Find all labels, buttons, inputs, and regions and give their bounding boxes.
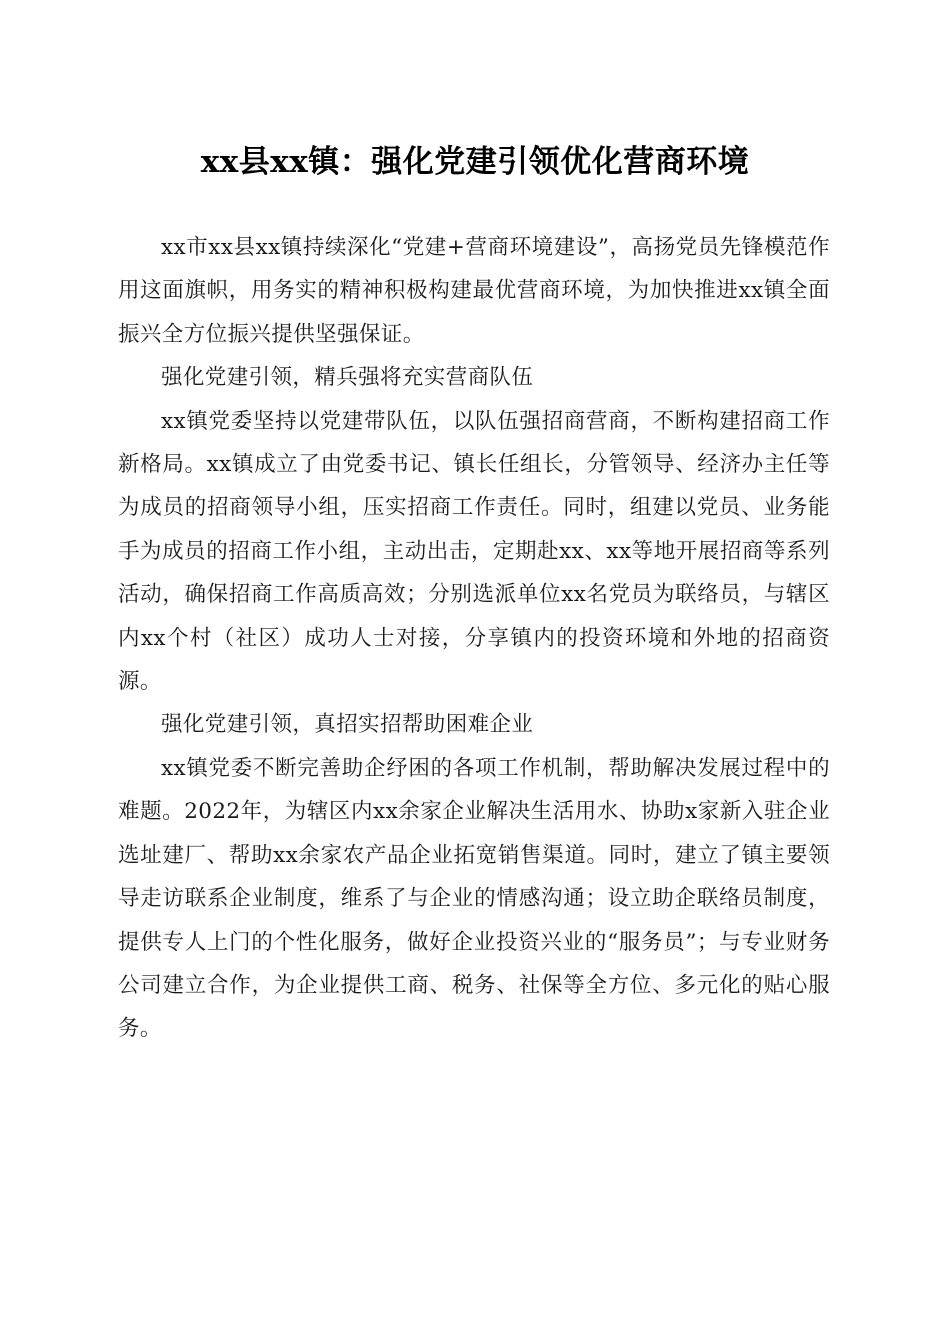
section-heading-team: 强化党建引领，精兵强将充实营商队伍 [161, 365, 534, 391]
section-heading-enterprise: 强化党建引领，真招实招帮助困难企业 [161, 712, 534, 738]
document-body [118, 226, 830, 1051]
team-paragraph: xx镇党委坚持以党建带队伍，以队伍强招商营商，不断构建招商工作新格局。xx镇成立了由党委书记、镇长任组长，分管领导、经济办主任等为成员的招商领导小组，压实招商工作责任。同时，组建以党员、业务能手为成员的招商工作小组，主动出击，定期赴xx、xx等地开展招商等系列活动，确保招商工作高质高效；分别选派单位xx名党员为联络员，与辖区内xx个村（社区）成功人士对接，分享镇内的投资环境和外地的招商资源。 [118, 408, 830, 695]
document-title: xx县xx镇：强化党建引领优化营商环境 [200, 144, 750, 180]
intro-paragraph: xx市xx县xx镇持续深化“党建+营商环境建设”，高扬党员先锋模范作用这面旗帜，用务实的精神积极构建最优营商环境，为加快推进xx镇全面振兴全方位振兴提供坚强保证。 [118, 235, 830, 347]
enterprise-paragraph: xx镇党委不断完善助企纾困的各项工作机制，帮助解决发展过程中的难题。2022年，为辖区内xx余家企业解决生活用水、协助x家新入驻企业选址建厂、帮助xx余家农产品企业拓宽销售渠道。同时，建立了镇主要领导走访联系企业制度，维系了与企业的情感沟通；设立助企联络员制度，提供专人上门的个性化服务，做好企业投资兴业的“服务员”；与专业财务公司建立合作，为企业提供工商、税务、社保等全方位、多元化的贴心服务。 [118, 755, 830, 1042]
